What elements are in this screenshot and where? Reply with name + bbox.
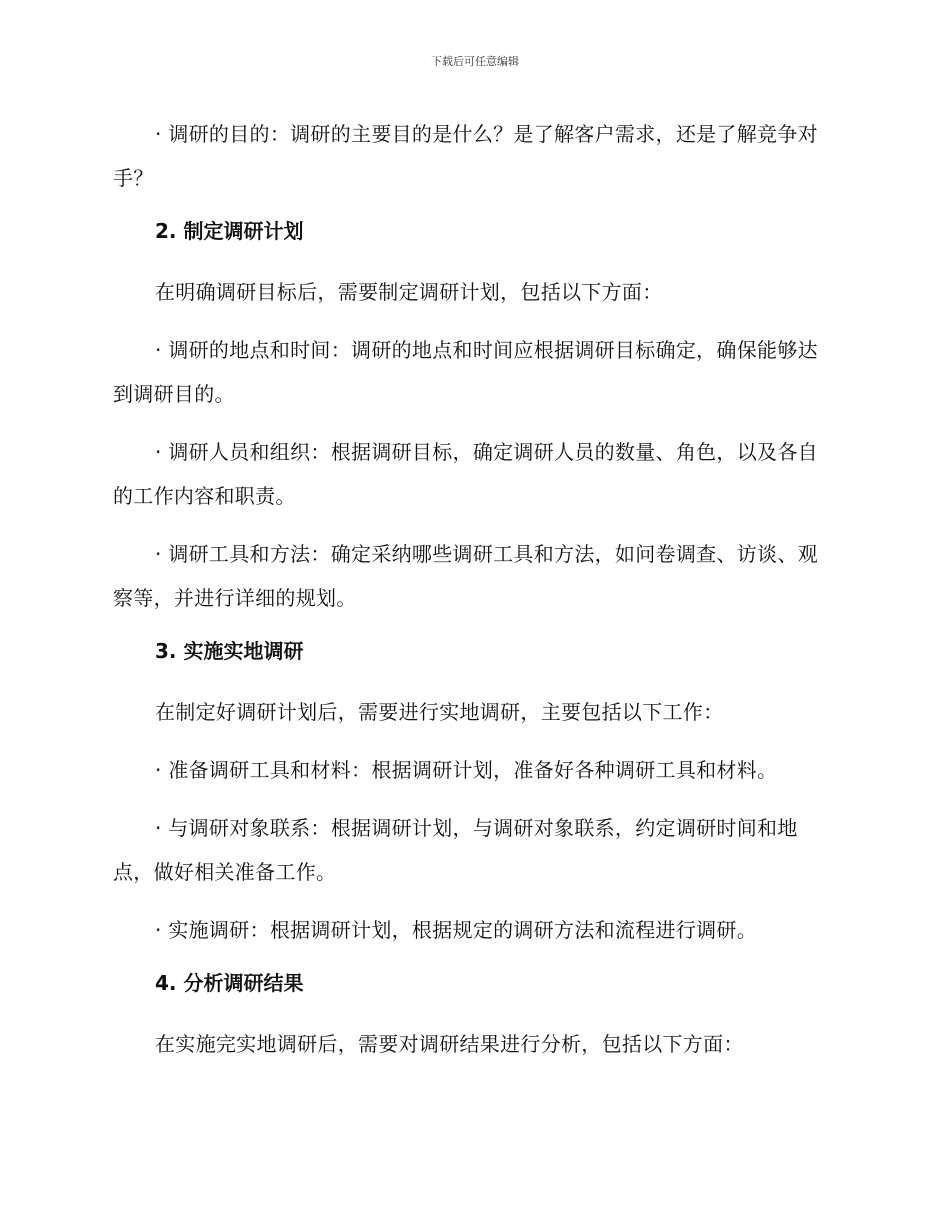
section-heading-2: 2. 制定调研计划	[155, 219, 304, 243]
bullet-purpose: · 调研的目的：调研的主要目的是什么？是了解客户需求，还是了解竞争对手？	[113, 122, 818, 190]
bullet-prepare-materials: · 准备调研工具和材料：根据调研计划，准备好各种调研工具和材料。	[155, 758, 778, 782]
bullet-personnel: · 调研人员和组织：根据调研目标，确定调研人员的数量、角色，以及各自的工作内容和职责。	[113, 440, 818, 508]
bullet-location-time: · 调研的地点和时间：调研的地点和时间应根据调研目标确定，确保能够达到调研目的。	[113, 338, 818, 406]
paragraph-plan-intro: 在明确调研目标后，需要制定调研计划，包括以下方面：	[155, 280, 663, 304]
paragraph-analysis-intro: 在实施完实地调研后，需要对调研结果进行分析，包括以下方面：	[155, 1032, 744, 1056]
section-heading-4: 4. 分析调研结果	[155, 971, 304, 995]
bullet-tools-methods: · 调研工具和方法：确定采纳哪些调研工具和方法，如问卷调查、访谈、观察等，并进行详细的规划。	[113, 542, 818, 610]
paragraph-fieldwork-intro: 在制定好调研计划后，需要进行实地调研，主要包括以下工作：	[155, 700, 724, 724]
bullet-conduct-research: · 实施调研：根据调研计划，根据规定的调研方法和流程进行调研。	[155, 918, 758, 942]
document-body	[113, 112, 825, 1080]
bullet-contact-subjects: · 与调研对象联系：根据调研计划，与调研对象联系，约定调研时间和地点，做好相关准备工作。	[113, 816, 798, 884]
page-header: 下载后可任意编辑	[431, 55, 519, 68]
section-heading-3: 3. 实施实地调研	[155, 639, 304, 663]
